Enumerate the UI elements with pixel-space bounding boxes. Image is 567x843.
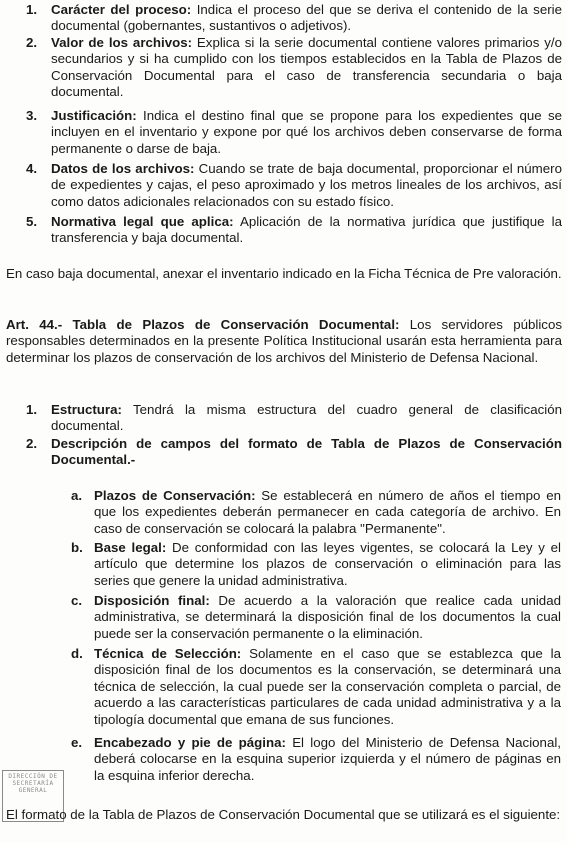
sublist-item-term: Encabezado y pie de página: (94, 735, 286, 750)
sublist-letter: d. (71, 646, 83, 661)
list-item-term: Descripción de campos del formato de Tabla de Plazos de Conservación Documental.- (51, 436, 562, 468)
sublist-item-term: Técnica de Selección: (94, 646, 242, 661)
list-item-text: Explica si la serie documental contiene valores primarios y/o secundarios y si ha cumplido con los tiempos establecidos en la Tabla de Plazos de Conservación Documental para el caso de transferencia secundaria o baja documental. (51, 35, 562, 100)
list-item-normativa-legal (51, 214, 562, 247)
sublist-item-text: Solamente en el caso que se establezca que la disposición final de los documentos es la conservación, se determinará una técnica de selección, la cual puede ser la conservación completa o parcial, de acuerdo a las características particulares de cada unidad administrativa y a la tipología documental que emana de sus funciones. (94, 646, 561, 727)
list-item-estructura (51, 402, 562, 435)
sublist-item-base-legal (94, 540, 561, 589)
sublist-item-text: De acuerdo a la valoración que realice cada unidad administrativa, se determinará la disposición final de los documentos la cual puede ser la conservación permanente o la eliminación. (94, 593, 561, 641)
list-item-term: Estructura: (51, 402, 122, 417)
list-item-term: Datos de los archivos: (51, 161, 195, 176)
sublist-item-text: Se establecerá en número de años el tiempo en que los expedientes deberán permanecer en cada categoría de archivo. En caso de conservación se colocará la palabra "Permanente". (94, 488, 561, 536)
list-item-justificacion (51, 108, 562, 157)
list-item-text: Aplicación de la normativa jurídica que justifique la transferencia y baja documental. (51, 214, 562, 246)
list-item-term: Valor de los archivos: (51, 35, 193, 50)
sublist-item-disposicion-final (94, 593, 561, 642)
sublist-item-plazos-de-conservacion (94, 488, 561, 537)
sublist-letter: a. (71, 488, 83, 503)
list-number: 3. (26, 108, 38, 123)
list-number: 1. (26, 2, 38, 17)
list-number: 5. (26, 214, 38, 229)
list-number: 2. (26, 35, 38, 50)
stamp-line: GENERAL (18, 787, 48, 794)
paragraph-formato: El formato de la Tabla de Plazos de Conservación Documental que se utilizará es el siguiente: (6, 807, 561, 822)
sublist-letter: e. (71, 735, 83, 750)
list-number: 2. (26, 436, 38, 451)
sublist-item-term: Plazos de Conservación: (94, 488, 256, 503)
list-item-descripcion-de-campos (51, 436, 562, 469)
sublist-item-encabezado-y-pie (94, 735, 561, 784)
stamp-line: DIRECCIÓN DE (8, 773, 58, 780)
article-text: Los servidores públicos responsables determinados en la presente Política Institucional usarán esta herramienta para determinar los plazos de conservación de los archivos del Ministerio de Defensa Nacional. (6, 317, 562, 365)
list-number: 1. (26, 402, 38, 417)
sublist-letter: c. (71, 593, 83, 608)
list-item-valor-de-los-archivos (51, 35, 562, 101)
list-item-term: Normativa legal que aplica: (51, 214, 234, 229)
list-item-caracter-del-proceso (51, 2, 562, 35)
sublist-item-tecnica-de-seleccion (94, 646, 561, 728)
list-item-term: Carácter del proceso: (51, 2, 192, 17)
article-44 (6, 317, 562, 366)
list-item-text: Indica el destino final que se propone para los expedientes que se incluyen en el inventario y expone por qué los archivos deben conservarse de forma permanente o darse de baja. (51, 108, 562, 156)
article-heading: Art. 44.- Tabla de Plazos de Conservación Documental: (6, 317, 400, 332)
stamp-line: SECRETARÍA (12, 780, 54, 787)
list-item-text: Indica el proceso del que se deriva el contenido de la serie documental (gobernantes, sustantivos o adjetivos). (51, 2, 563, 34)
list-number: 4. (26, 161, 38, 176)
sublist-item-text: De conformidad con las leyes vigentes, se colocará la Ley y el artículo que determine los plazos de conservación o eliminación para las series que genere la unidad administrativa. (94, 540, 561, 588)
sublist-item-text: El logo del Ministerio de Defensa Nacional, deberá colocarse en la esquina superior izquierda y el número de páginas en la esquina inferior derecha. (94, 735, 561, 783)
sublist-letter: b. (71, 540, 83, 555)
list-item-text: Cuando se trate de baja documental, proporcionar el número de expedientes y cajas, el peso aproximado y los metros lineales de los archivos, así como datos adicionales relacionados con su estado físico. (51, 161, 562, 209)
list-item-term: Justificación: (51, 108, 137, 123)
paragraph-baja-documental: En caso baja documental, anexar el inventario indicado en la Ficha Técnica de Pre valoración. (6, 266, 562, 281)
list-item-text: Tendrá la misma estructura del cuadro general de clasificación documental. (51, 402, 562, 434)
sublist-item-term: Base legal: (94, 540, 167, 555)
sublist-item-term: Disposición final: (94, 593, 210, 608)
list-item-datos-de-los-archivos (51, 161, 562, 210)
